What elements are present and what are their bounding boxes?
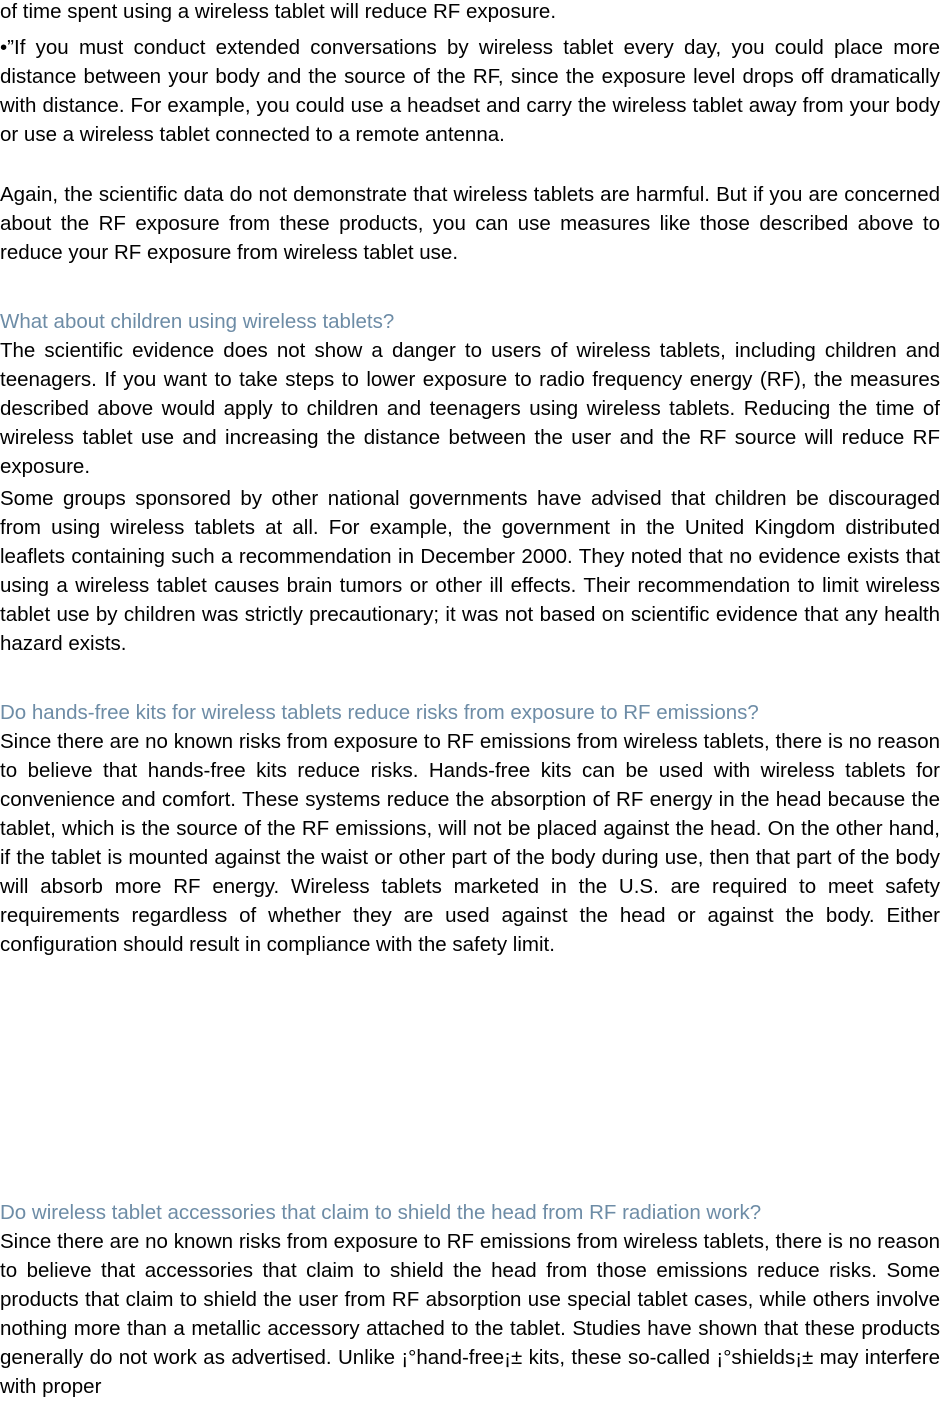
paragraph-shield-accessories: Since there are no known risks from exposure to RF emissions from wireless tablets, there is no reason to believe that accessories that claim to shield the head from those emissions reduce risks. Some products that claim to shield the user from RF absorption use special tablet cases, while others involve nothing more than a metallic accessory attached to the tablet. Studies have shown that these products generally do not work as advertised. Unlike ¡°hand-free¡± kits, these so-called ¡°shields¡± may interfere with proper	[0, 1230, 940, 1398]
paragraph-again: Again, the scientific data do not demonstrate that wireless tablets are harmful. But if you are concerned about the RF exposure from these products, you can use measures like those described above to reduce your RF exposure from wireless tablet use.	[0, 183, 940, 264]
paragraph-children-evidence: The scientific evidence does not show a danger to users of wireless tablets, including children and teenagers. If you want to take steps to lower exposure to radio frequency energy (RF), the measures described above would apply to children and teenagers using wireless tablets. Reducing the time of wireless tablet use and increasing the distance between the user and the RF source will reduce RF exposure.	[0, 339, 940, 478]
section-heading-children: What about children using wireless tablets?	[0, 310, 395, 333]
paragraph-continuation: of time spent using a wireless tablet will reduce RF exposure.	[0, 0, 557, 23]
section-heading-hands-free: Do hands-free kits for wireless tablets reduce risks from exposure to RF emissions?	[0, 701, 759, 724]
section-heading-shield-accessories: Do wireless tablet accessories that claim to shield the head from RF radiation work?	[0, 1201, 762, 1224]
paragraph-bullet-advice: •”If you must conduct extended conversations by wireless tablet every day, you could place more distance between your body and the source of the RF, since the exposure level drops off dramatically with distance. For example, you could use a headset and carry the wireless tablet away from your body or use a wireless tablet connected to a remote antenna.	[0, 36, 940, 146]
paragraph-hands-free: Since there are no known risks from exposure to RF emissions from wireless tablets, there is no reason to believe that hands-free kits reduce risks. Hands-free kits can be used with wireless tablets for convenience and comfort. These systems reduce the absorption of RF energy in the head because the tablet, which is the source of the RF emissions, will not be placed against the head. On the other hand, if the tablet is mounted against the waist or other part of the body during use, then that part of the body will absorb more RF energy. Wireless tablets marketed in the U.S. are required to meet safety requirements regardless of whether they are used against the head or against the body. Either configuration should result in compliance with the safety limit.	[0, 730, 940, 956]
paragraph-children-governments: Some groups sponsored by other national governments have advised that children be discouraged from using wireless tablets at all. For example, the government in the United Kingdom distributed leaflets containing such a recommendation in December 2000. They noted that no evidence exists that using a wireless tablet causes brain tumors or other ill effects. Their recommendation to limit wireless tablet use by children was strictly precautionary; it was not based on scientific evidence that any health hazard exists.	[0, 487, 940, 655]
